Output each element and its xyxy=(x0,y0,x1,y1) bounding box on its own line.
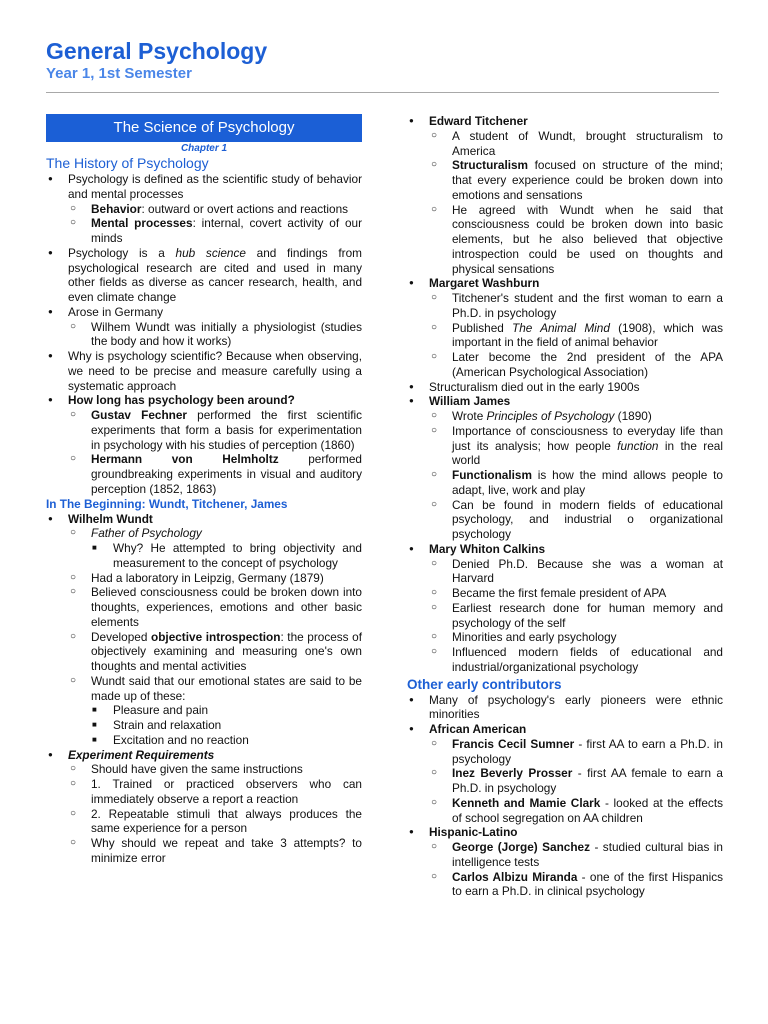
list-item: ○ Father of Psychology xyxy=(46,526,362,541)
list-item: ■ Strain and relaxation xyxy=(46,718,362,733)
list-item: ■ Why? He attempted to bring objectivity and measurement to the concept of psychology xyxy=(46,541,362,571)
list-item: ○ Developed objective introspection: the process of objectively examining and measuring one's own thoughts and mental activities xyxy=(46,630,362,674)
history-list xyxy=(46,172,362,497)
list-item: ● Why is psychology scientific? Because when observing, we need to be precise and measure carefully using a systematic approach xyxy=(46,349,362,393)
list-item: ● William James xyxy=(407,394,723,409)
list-item: ○ Inez Beverly Prosser - first AA female to earn a Ph.D. in psychology xyxy=(407,766,723,796)
list-item: ● Many of psychology's early pioneers were ethnic minorities xyxy=(407,693,723,723)
beginning-heading: In The Beginning: Wundt, Titchener, James xyxy=(46,496,288,511)
list-item: ○ Minorities and early psychology xyxy=(407,630,723,645)
section-band-title: The Science of Psychology xyxy=(46,114,362,142)
list-item: ○ Later become the 2nd president of the APA (American Psychological Association) xyxy=(407,350,723,380)
list-item: ○ Believed consciousness could be broken down into thoughts, experiences, emotions and other basic elements xyxy=(46,585,362,629)
right-column xyxy=(407,114,723,899)
list-item: ● Arose in Germany xyxy=(46,305,362,320)
list-item: ○ 2. Repeatable stimuli that always produces the same experience for a person xyxy=(46,807,362,837)
list-item: ○ Published The Animal Mind (1908), which was important in the field of animal behavior xyxy=(407,321,723,351)
header-divider xyxy=(46,92,719,93)
list-item: ○ Gustav Fechner performed the first scientific experiments that form a basis for experimentation in psychology with his studies of perception (1860) xyxy=(46,408,362,452)
list-item: ○ Hermann von Helmholtz performed groundbreaking experiments in visual and auditory perception (1852, 1863) xyxy=(46,452,362,496)
list-item: ○ Behavior: outward or overt actions and reactions xyxy=(46,202,362,217)
list-item: ○ Mental processes: internal, covert activity of our minds xyxy=(46,216,362,246)
list-item: ○ Wrote Principles of Psychology (1890) xyxy=(407,409,723,424)
list-item: ○ Wilhem Wundt was initially a physiologist (studies the body and how it works) xyxy=(46,320,362,350)
list-item: ○ Influenced modern fields of educational and industrial/organizational psychology xyxy=(407,645,723,675)
list-item: ● Mary Whiton Calkins xyxy=(407,542,723,557)
list-item: ○ 1. Trained or practiced observers who can immediately observe a report a reaction xyxy=(46,777,362,807)
list-item: ● How long has psychology been around? xyxy=(46,393,362,408)
list-item: ● Structuralism died out in the early 1900s xyxy=(407,380,723,395)
list-item: ● Wilhelm Wundt xyxy=(46,512,362,527)
document-title: General Psychology xyxy=(46,38,268,64)
list-item: ○ Kenneth and Mamie Clark - looked at the effects of school segregation on AA children xyxy=(407,796,723,826)
list-item: ○ A student of Wundt, brought structuralism to America xyxy=(407,129,723,159)
list-item: ● Psychology is defined as the scientific study of behavior and mental processes xyxy=(46,172,362,202)
list-item: ■ Pleasure and pain xyxy=(46,703,362,718)
list-item: ● Margaret Washburn xyxy=(407,276,723,291)
list-item: ● Psychology is a hub science and findings from psychological research are cited and used in many other fields as diverse as cancer research, health, and even climate change xyxy=(46,246,362,305)
others-heading: Other early contributors xyxy=(407,676,562,692)
list-item: ○ Structuralism focused on structure of the mind; that every experience could be broken down into emotions and sensations xyxy=(407,158,723,202)
list-item: ○ Can be found in modern fields of educational psychology, and industrial o organizational psychology xyxy=(407,498,723,542)
document-subtitle: Year 1, 1st Semester xyxy=(46,65,192,82)
list-item: ■ Excitation and no reaction xyxy=(46,733,362,748)
list-item: ○ Had a laboratory in Leipzig, Germany (1879) xyxy=(46,571,362,586)
others-list xyxy=(407,693,723,900)
list-item: ○ Denied Ph.D. Because she was a woman at Harvard xyxy=(407,557,723,587)
list-item: ● Experiment Requirements xyxy=(46,748,362,763)
left-column xyxy=(46,114,362,866)
list-item: ○ Should have given the same instructions xyxy=(46,762,362,777)
list-item: ○ He agreed with Wundt when he said that consciousness could be broken down into basic elements, but he also believed that objective introspection could be used on thoughts and physical sensations xyxy=(407,203,723,277)
list-item: ● Hispanic-Latino xyxy=(407,825,723,840)
wundt-list xyxy=(46,512,362,866)
list-item: ○ George (Jorge) Sanchez - studied cultural bias in intelligence tests xyxy=(407,840,723,870)
list-item: ○ Functionalism is how the mind allows people to adapt, live, work and play xyxy=(407,468,723,498)
chapter-label: Chapter 1 xyxy=(180,143,228,154)
list-item: ○ Wundt said that our emotional states are said to be made up of these: xyxy=(46,674,362,704)
list-item: ● African American xyxy=(407,722,723,737)
list-item: ● Edward Titchener xyxy=(407,114,723,129)
titchener-list xyxy=(407,114,723,675)
list-item: ○ Why should we repeat and take 3 attempts? to minimize error xyxy=(46,836,362,866)
list-item: ○ Francis Cecil Sumner - first AA to earn a Ph.D. in psychology xyxy=(407,737,723,767)
list-item: ○ Earliest research done for human memory and psychology of the self xyxy=(407,601,723,631)
list-item: ○ Carlos Albizu Miranda - one of the first Hispanics to earn a Ph.D. in clinical psychology xyxy=(407,870,723,900)
list-item: ○ Became the first female president of APA xyxy=(407,586,723,601)
list-item: ○ Titchener's student and the first woman to earn a Ph.D. in psychology xyxy=(407,291,723,321)
list-item: ○ Importance of consciousness to everyday life than just its analysis; how people function in the real world xyxy=(407,424,723,468)
history-heading: The History of Psychology xyxy=(46,155,209,171)
